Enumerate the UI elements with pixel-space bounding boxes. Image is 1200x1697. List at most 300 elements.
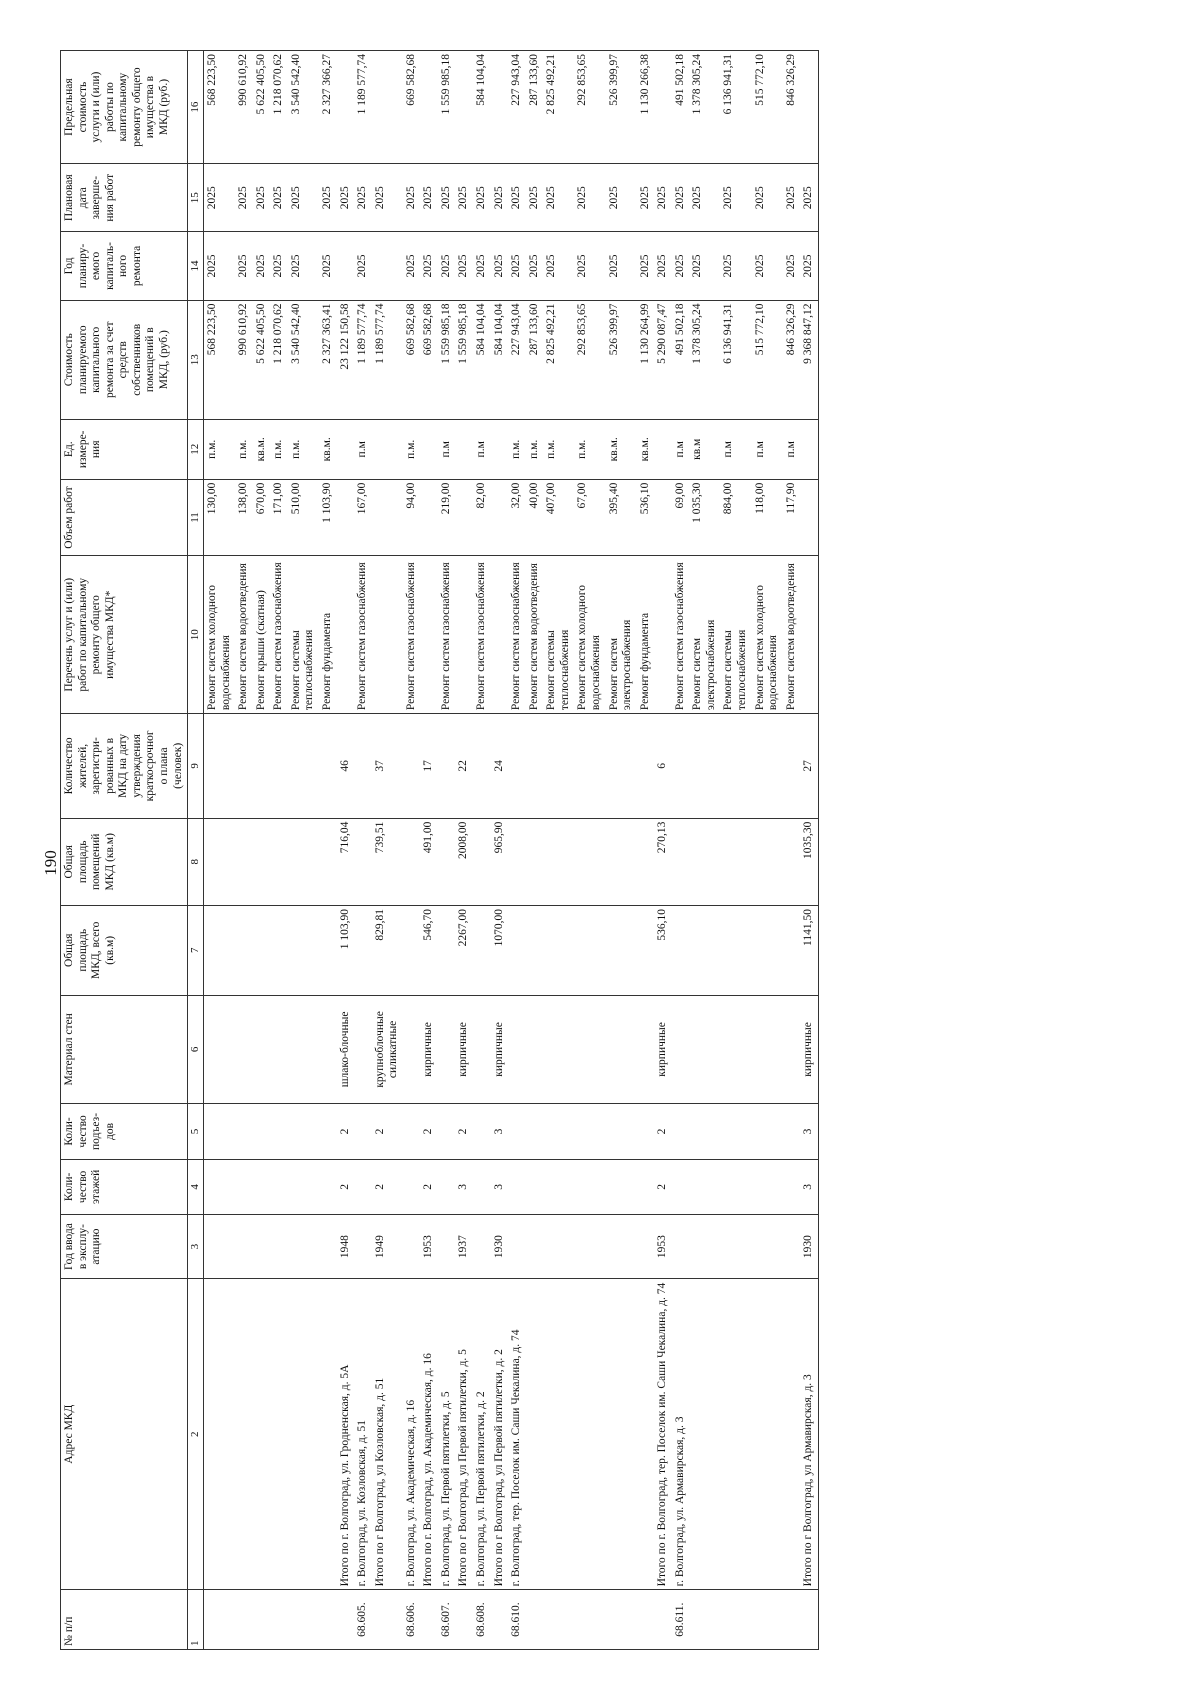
premises-area-cell: 716,04 bbox=[337, 818, 355, 905]
address-cell: Итого по г. Волгоград, ул. Академическая, д. 16 bbox=[420, 1279, 438, 1590]
total-area-cell: 829,81 bbox=[372, 906, 403, 996]
premises-area-cell bbox=[574, 818, 605, 905]
total-area-cell: 546,70 bbox=[420, 906, 438, 996]
plan-year-cell: 2025 bbox=[288, 232, 319, 300]
plan-date-cell: 2025 bbox=[270, 164, 288, 232]
address-cell: Итого по г. Волгоград, ул. Гродненская, д. 5А bbox=[337, 1279, 355, 1590]
total-area-cell bbox=[574, 906, 605, 996]
year-cell bbox=[319, 1215, 337, 1279]
volume-cell: 1 035,30 bbox=[689, 479, 720, 556]
row-number-cell bbox=[752, 1590, 783, 1650]
table-row bbox=[543, 51, 574, 1650]
plan-year-cell: 2025 bbox=[783, 232, 801, 300]
cost-cell: 846 326,29 bbox=[783, 300, 801, 419]
year-cell: 1948 bbox=[337, 1215, 355, 1279]
header-cell-address: Адрес МКД bbox=[61, 1279, 188, 1590]
premises-area-cell bbox=[720, 818, 751, 905]
limit-cost-cell bbox=[491, 51, 509, 164]
col-number: 2 bbox=[188, 1279, 204, 1590]
table-row bbox=[204, 51, 236, 1650]
residents-cell bbox=[508, 714, 526, 818]
work-item-cell bbox=[372, 556, 403, 714]
residents-cell bbox=[574, 714, 605, 818]
entrances-cell bbox=[508, 1104, 526, 1159]
floors-cell bbox=[752, 1159, 783, 1214]
table-body bbox=[204, 51, 819, 1650]
entrances-cell bbox=[403, 1104, 421, 1159]
year-cell bbox=[403, 1215, 421, 1279]
address-cell: Итого по г Волгоград, ул Первой пятилетки, д. 2 bbox=[491, 1279, 509, 1590]
header-cell-plan-year: Год планиру- емого капиталь- ного ремонта bbox=[61, 232, 188, 300]
address-cell bbox=[288, 1279, 319, 1590]
plan-year-cell: 2025 bbox=[720, 232, 751, 300]
plan-date-cell: 2025 bbox=[319, 164, 337, 232]
address-cell: г. Волгоград, ул. Первой пятилетки, д. 5 bbox=[438, 1279, 456, 1590]
row-number-cell bbox=[253, 1590, 271, 1650]
plan-year-cell bbox=[372, 232, 403, 300]
address-cell bbox=[574, 1279, 605, 1590]
total-area-cell bbox=[543, 906, 574, 996]
premises-area-cell: 1035,30 bbox=[800, 818, 818, 905]
unit-cell: п.м. bbox=[508, 419, 526, 479]
wall-material-cell: кирпичные bbox=[420, 995, 438, 1104]
table-row bbox=[720, 51, 751, 1650]
work-item-cell: Ремонт систем холодного водоснабжения bbox=[752, 556, 783, 714]
cost-cell: 990 610,92 bbox=[235, 300, 253, 419]
wall-material-cell bbox=[204, 995, 236, 1104]
table-row bbox=[508, 51, 526, 1650]
premises-area-cell bbox=[438, 818, 456, 905]
floors-cell bbox=[672, 1159, 690, 1214]
header-cell-num: № п/п bbox=[61, 1590, 188, 1650]
plan-year-cell: 2025 bbox=[204, 232, 236, 300]
plan-year-cell: 2025 bbox=[574, 232, 605, 300]
col-number: 12 bbox=[188, 419, 204, 479]
wall-material-cell: кирпичные bbox=[455, 995, 473, 1104]
limit-cost-cell: 292 853,65 bbox=[574, 51, 605, 164]
limit-cost-cell: 1 559 985,18 bbox=[438, 51, 456, 164]
work-item-cell: Ремонт систем водоотведения bbox=[783, 556, 801, 714]
header-cell-floors: Коли- чество этажей bbox=[61, 1159, 188, 1214]
entrances-cell bbox=[473, 1104, 491, 1159]
plan-year-cell bbox=[337, 232, 355, 300]
floors-cell bbox=[637, 1159, 655, 1214]
premises-area-cell: 739,51 bbox=[372, 818, 403, 905]
plan-date-cell: 2025 bbox=[654, 164, 672, 232]
cost-cell: 6 136 941,31 bbox=[720, 300, 751, 419]
table-row bbox=[319, 51, 337, 1650]
year-cell bbox=[204, 1215, 236, 1279]
table-row bbox=[689, 51, 720, 1650]
floors-cell: 3 bbox=[455, 1159, 473, 1214]
premises-area-cell bbox=[637, 818, 655, 905]
floors-cell bbox=[508, 1159, 526, 1214]
address-cell: г. Волгоград, ул. Первой пятилетки, д. 2 bbox=[473, 1279, 491, 1590]
address-cell bbox=[235, 1279, 253, 1590]
volume-cell bbox=[420, 479, 438, 556]
volume-cell: 884,00 bbox=[720, 479, 751, 556]
plan-date-cell: 2025 bbox=[438, 164, 456, 232]
cost-cell: 584 104,04 bbox=[491, 300, 509, 419]
plan-year-cell: 2025 bbox=[800, 232, 818, 300]
floors-cell bbox=[526, 1159, 544, 1214]
table-row bbox=[455, 51, 473, 1650]
header-cell-volume: Объем работ bbox=[61, 479, 188, 556]
row-number-cell bbox=[637, 1590, 655, 1650]
unit-cell: п.м bbox=[354, 419, 372, 479]
unit-cell: п.м bbox=[672, 419, 690, 479]
limit-cost-cell: 584 104,04 bbox=[473, 51, 491, 164]
work-item-cell bbox=[491, 556, 509, 714]
limit-cost-cell bbox=[654, 51, 672, 164]
plan-date-cell: 2025 bbox=[689, 164, 720, 232]
entrances-cell bbox=[270, 1104, 288, 1159]
cost-cell: 515 772,10 bbox=[752, 300, 783, 419]
table-row bbox=[783, 51, 801, 1650]
header-cell-year: Год ввода в эксплу- атацию bbox=[61, 1215, 188, 1279]
unit-cell bbox=[654, 419, 672, 479]
premises-area-cell: 965,90 bbox=[491, 818, 509, 905]
premises-area-cell bbox=[204, 818, 236, 905]
limit-cost-cell bbox=[800, 51, 818, 164]
plan-year-cell: 2025 bbox=[491, 232, 509, 300]
entrances-cell bbox=[783, 1104, 801, 1159]
plan-date-cell: 2025 bbox=[491, 164, 509, 232]
residents-cell bbox=[672, 714, 690, 818]
wall-material-cell bbox=[689, 995, 720, 1104]
plan-date-cell: 2025 bbox=[235, 164, 253, 232]
page-number: 190 bbox=[41, 850, 60, 876]
plan-year-cell: 2025 bbox=[654, 232, 672, 300]
floors-cell: 3 bbox=[491, 1159, 509, 1214]
residents-cell bbox=[204, 714, 236, 818]
row-number-cell bbox=[455, 1590, 473, 1650]
row-number-cell bbox=[491, 1590, 509, 1650]
plan-date-cell: 2025 bbox=[420, 164, 438, 232]
wall-material-cell bbox=[270, 995, 288, 1104]
limit-cost-cell: 227 943,04 bbox=[508, 51, 526, 164]
header-cell-premises-area: Общая площадь помещений МКД (кв.м) bbox=[61, 818, 188, 905]
cost-cell: 2 327 363,41 bbox=[319, 300, 337, 419]
premises-area-cell bbox=[752, 818, 783, 905]
limit-cost-cell: 526 399,97 bbox=[606, 51, 637, 164]
plan-year-cell: 2025 bbox=[508, 232, 526, 300]
residents-cell: 46 bbox=[337, 714, 355, 818]
plan-date-cell: 2025 bbox=[606, 164, 637, 232]
entrances-cell: 3 bbox=[491, 1104, 509, 1159]
table-row bbox=[654, 51, 672, 1650]
wall-material-cell bbox=[508, 995, 526, 1104]
col-number: 14 bbox=[188, 232, 204, 300]
table-row bbox=[253, 51, 271, 1650]
work-item-cell: Ремонт системы теплоснабжения bbox=[720, 556, 751, 714]
row-number-cell bbox=[689, 1590, 720, 1650]
total-area-cell bbox=[606, 906, 637, 996]
volume-cell: 510,00 bbox=[288, 479, 319, 556]
volume-cell: 94,00 bbox=[403, 479, 421, 556]
header-cell-limit-cost: Предельная стоимость услуги и (или) работы по капитальному ремонту общего имущества в МКД (руб.) bbox=[61, 51, 188, 164]
row-number-cell bbox=[800, 1590, 818, 1650]
row-number-cell bbox=[337, 1590, 355, 1650]
cost-cell: 1 130 264,99 bbox=[637, 300, 655, 419]
wall-material-cell bbox=[637, 995, 655, 1104]
volume-cell: 171,00 bbox=[270, 479, 288, 556]
volume-cell bbox=[337, 479, 355, 556]
cost-cell: 5 622 405,50 bbox=[253, 300, 271, 419]
unit-cell: п.м bbox=[720, 419, 751, 479]
limit-cost-cell: 990 610,92 bbox=[235, 51, 253, 164]
row-number-cell bbox=[543, 1590, 574, 1650]
cost-cell: 1 559 985,18 bbox=[438, 300, 456, 419]
residents-cell bbox=[438, 714, 456, 818]
year-cell bbox=[526, 1215, 544, 1279]
address-cell bbox=[526, 1279, 544, 1590]
year-cell: 1949 bbox=[372, 1215, 403, 1279]
limit-cost-cell: 1 130 266,38 bbox=[637, 51, 655, 164]
work-item-cell: Ремонт систем электроснабжения bbox=[689, 556, 720, 714]
floors-cell bbox=[354, 1159, 372, 1214]
entrances-cell: 2 bbox=[372, 1104, 403, 1159]
wall-material-cell: кирпичные bbox=[800, 995, 818, 1104]
total-area-cell bbox=[253, 906, 271, 996]
table-row bbox=[473, 51, 491, 1650]
residents-cell bbox=[606, 714, 637, 818]
volume-cell: 118,00 bbox=[752, 479, 783, 556]
row-number-cell bbox=[654, 1590, 672, 1650]
year-cell bbox=[253, 1215, 271, 1279]
column-number-row bbox=[188, 51, 204, 1650]
premises-area-cell bbox=[253, 818, 271, 905]
residents-cell bbox=[403, 714, 421, 818]
year-cell bbox=[270, 1215, 288, 1279]
residents-cell bbox=[637, 714, 655, 818]
plan-date-cell: 2025 bbox=[752, 164, 783, 232]
entrances-cell bbox=[637, 1104, 655, 1159]
wall-material-cell bbox=[235, 995, 253, 1104]
residents-cell: 27 bbox=[800, 714, 818, 818]
cost-cell: 292 853,65 bbox=[574, 300, 605, 419]
row-number-cell bbox=[783, 1590, 801, 1650]
unit-cell bbox=[455, 419, 473, 479]
volume-cell: 407,00 bbox=[543, 479, 574, 556]
entrances-cell bbox=[526, 1104, 544, 1159]
row-number-cell bbox=[372, 1590, 403, 1650]
limit-cost-cell: 287 133,60 bbox=[526, 51, 544, 164]
table-row bbox=[637, 51, 655, 1650]
table-row bbox=[574, 51, 605, 1650]
floors-cell bbox=[689, 1159, 720, 1214]
entrances-cell bbox=[672, 1104, 690, 1159]
table-row bbox=[354, 51, 372, 1650]
limit-cost-cell bbox=[372, 51, 403, 164]
volume-cell: 536,10 bbox=[637, 479, 655, 556]
cost-cell: 3 540 542,40 bbox=[288, 300, 319, 419]
unit-cell: п.м. bbox=[574, 419, 605, 479]
work-item-cell: Ремонт систем водоотведения bbox=[235, 556, 253, 714]
limit-cost-cell: 2 825 492,21 bbox=[543, 51, 574, 164]
work-item-cell: Ремонт систем газоснабжения bbox=[473, 556, 491, 714]
table-row bbox=[403, 51, 421, 1650]
wall-material-cell bbox=[672, 995, 690, 1104]
plan-year-cell: 2025 bbox=[235, 232, 253, 300]
address-cell bbox=[783, 1279, 801, 1590]
plan-date-cell: 2025 bbox=[473, 164, 491, 232]
total-area-cell bbox=[526, 906, 544, 996]
plan-date-cell: 2025 bbox=[204, 164, 236, 232]
premises-area-cell bbox=[689, 818, 720, 905]
entrances-cell bbox=[574, 1104, 605, 1159]
year-cell bbox=[288, 1215, 319, 1279]
year-cell bbox=[574, 1215, 605, 1279]
floors-cell bbox=[253, 1159, 271, 1214]
col-number: 11 bbox=[188, 479, 204, 556]
premises-area-cell bbox=[508, 818, 526, 905]
total-area-cell bbox=[473, 906, 491, 996]
work-item-cell: Ремонт систем газоснабжения bbox=[508, 556, 526, 714]
year-cell bbox=[235, 1215, 253, 1279]
header-cell-total-area: Общая площадь МКД, всего (кв.м) bbox=[61, 906, 188, 996]
cost-cell: 2 825 492,21 bbox=[543, 300, 574, 419]
work-item-cell bbox=[337, 556, 355, 714]
volume-cell: 82,00 bbox=[473, 479, 491, 556]
wall-material-cell bbox=[720, 995, 751, 1104]
entrances-cell: 2 bbox=[455, 1104, 473, 1159]
entrances-cell bbox=[606, 1104, 637, 1159]
plan-year-cell: 2025 bbox=[354, 232, 372, 300]
table-row bbox=[270, 51, 288, 1650]
year-cell bbox=[689, 1215, 720, 1279]
address-cell bbox=[253, 1279, 271, 1590]
premises-area-cell: 270,13 bbox=[654, 818, 672, 905]
year-cell bbox=[606, 1215, 637, 1279]
residents-cell bbox=[473, 714, 491, 818]
cost-cell: 1 189 577,74 bbox=[372, 300, 403, 419]
floors-cell bbox=[270, 1159, 288, 1214]
plan-year-cell: 2025 bbox=[319, 232, 337, 300]
work-item-cell: Ремонт систем водоотведения bbox=[526, 556, 544, 714]
wall-material-cell: кирпичные bbox=[491, 995, 509, 1104]
residents-cell bbox=[319, 714, 337, 818]
residents-cell: 17 bbox=[420, 714, 438, 818]
address-cell bbox=[319, 1279, 337, 1590]
work-item-cell bbox=[654, 556, 672, 714]
volume-cell: 395,40 bbox=[606, 479, 637, 556]
cost-cell: 287 133,60 bbox=[526, 300, 544, 419]
volume-cell bbox=[654, 479, 672, 556]
volume-cell: 67,00 bbox=[574, 479, 605, 556]
cost-cell: 227 943,04 bbox=[508, 300, 526, 419]
row-number-cell bbox=[235, 1590, 253, 1650]
floors-cell: 2 bbox=[372, 1159, 403, 1214]
table-row bbox=[372, 51, 403, 1650]
col-number: 9 bbox=[188, 714, 204, 818]
entrances-cell bbox=[438, 1104, 456, 1159]
premises-area-cell bbox=[319, 818, 337, 905]
work-item-cell: Ремонт систем газоснабжения bbox=[438, 556, 456, 714]
volume-cell: 130,00 bbox=[204, 479, 236, 556]
entrances-cell: 2 bbox=[420, 1104, 438, 1159]
row-number-cell bbox=[526, 1590, 544, 1650]
total-area-cell bbox=[689, 906, 720, 996]
limit-cost-cell: 3 540 542,40 bbox=[288, 51, 319, 164]
residents-cell bbox=[354, 714, 372, 818]
address-cell: Итого по г. Волгоград, тер. Поселок им. Саши Чекалина, д. 74 bbox=[654, 1279, 672, 1590]
table-row bbox=[672, 51, 690, 1650]
premises-area-cell bbox=[606, 818, 637, 905]
work-item-cell bbox=[455, 556, 473, 714]
rotated-table-sheet bbox=[60, 50, 1170, 1650]
header-cell-residents: Количество жителей, зарегистри- рованных в МКД на дату утверждения краткосрочног о плана (человек) bbox=[61, 714, 188, 818]
plan-year-cell: 2025 bbox=[403, 232, 421, 300]
cost-cell: 568 223,50 bbox=[204, 300, 236, 419]
row-number-cell bbox=[606, 1590, 637, 1650]
table-row bbox=[752, 51, 783, 1650]
wall-material-cell bbox=[473, 995, 491, 1104]
wall-material-cell bbox=[319, 995, 337, 1104]
address-cell bbox=[204, 1279, 236, 1590]
floors-cell bbox=[288, 1159, 319, 1214]
plan-date-cell: 2025 bbox=[637, 164, 655, 232]
limit-cost-cell bbox=[337, 51, 355, 164]
limit-cost-cell: 669 582,68 bbox=[403, 51, 421, 164]
plan-date-cell: 2025 bbox=[337, 164, 355, 232]
limit-cost-cell bbox=[455, 51, 473, 164]
address-cell: Итого по г Волгоград, ул Армавирская, д. 3 bbox=[800, 1279, 818, 1590]
year-cell bbox=[672, 1215, 690, 1279]
wall-material-cell bbox=[288, 995, 319, 1104]
limit-cost-cell: 491 502,18 bbox=[672, 51, 690, 164]
unit-cell bbox=[372, 419, 403, 479]
unit-cell: п.м. bbox=[204, 419, 236, 479]
address-cell bbox=[689, 1279, 720, 1590]
table-row bbox=[438, 51, 456, 1650]
residents-cell: 6 bbox=[654, 714, 672, 818]
plan-year-cell: 2025 bbox=[253, 232, 271, 300]
col-number: 15 bbox=[188, 164, 204, 232]
plan-year-cell: 2025 bbox=[438, 232, 456, 300]
cost-cell: 9 368 847,12 bbox=[800, 300, 818, 419]
residents-cell bbox=[720, 714, 751, 818]
residents-cell: 22 bbox=[455, 714, 473, 818]
total-area-cell bbox=[354, 906, 372, 996]
total-area-cell bbox=[672, 906, 690, 996]
floors-cell bbox=[606, 1159, 637, 1214]
wall-material-cell bbox=[574, 995, 605, 1104]
total-area-cell: 1 103,90 bbox=[337, 906, 355, 996]
floors-cell bbox=[783, 1159, 801, 1214]
work-item-cell: Ремонт крыши (скатная) bbox=[253, 556, 271, 714]
unit-cell: п.м bbox=[783, 419, 801, 479]
plan-year-cell: 2025 bbox=[526, 232, 544, 300]
unit-cell: п.м. bbox=[235, 419, 253, 479]
cost-cell: 491 502,18 bbox=[672, 300, 690, 419]
residents-cell bbox=[253, 714, 271, 818]
entrances-cell bbox=[720, 1104, 751, 1159]
volume-cell bbox=[372, 479, 403, 556]
plan-year-cell: 2025 bbox=[606, 232, 637, 300]
premises-area-cell: 2008,00 bbox=[455, 818, 473, 905]
row-number-cell bbox=[420, 1590, 438, 1650]
header-cell-wall-material: Материал стен bbox=[61, 995, 188, 1104]
floors-cell: 2 bbox=[337, 1159, 355, 1214]
premises-area-cell bbox=[270, 818, 288, 905]
work-item-cell bbox=[420, 556, 438, 714]
residents-cell bbox=[752, 714, 783, 818]
residents-cell: 24 bbox=[491, 714, 509, 818]
row-number-cell: 68.605. bbox=[354, 1590, 372, 1650]
total-area-cell bbox=[235, 906, 253, 996]
cost-cell: 1 218 070,62 bbox=[270, 300, 288, 419]
